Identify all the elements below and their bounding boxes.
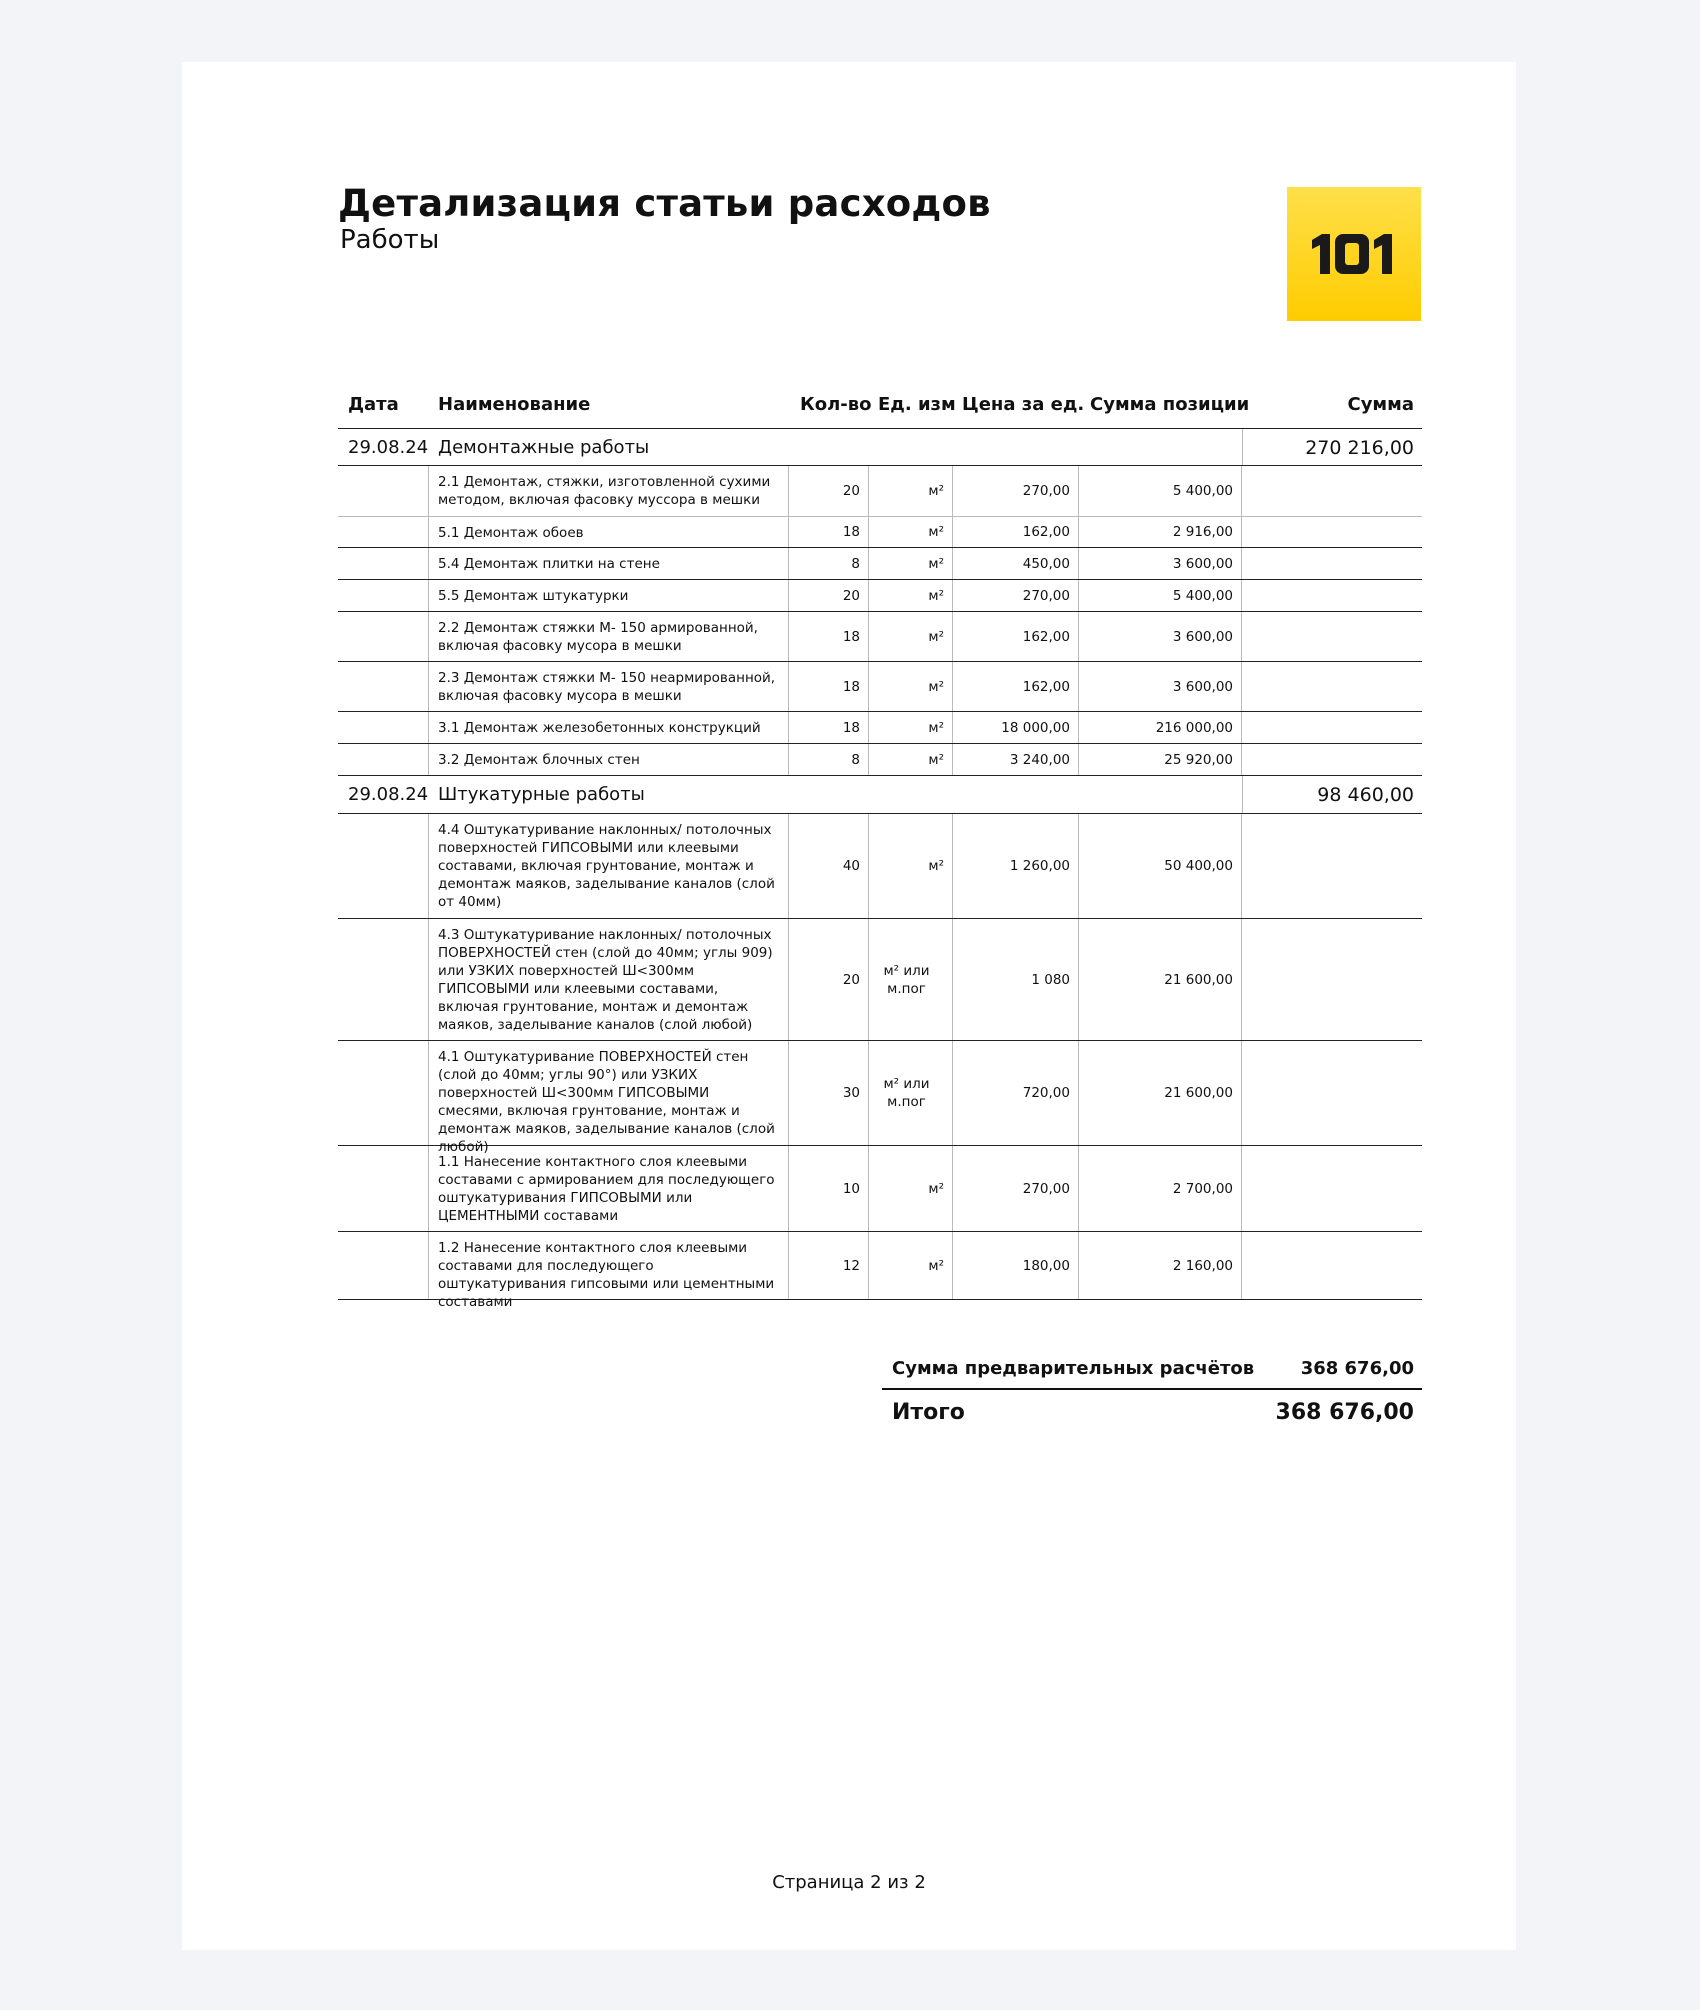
- item-unit: м²: [869, 712, 953, 743]
- item-name: 2.1 Демонтаж, стяжки, изготовленной сухими методом, включая фасовку муссора в мешки: [428, 466, 789, 516]
- item-unit: м²: [869, 517, 953, 547]
- item-unit: м²: [869, 744, 953, 775]
- item-qty: 18: [789, 517, 869, 547]
- item-position-sum: 2 160,00: [1079, 1232, 1242, 1299]
- item-name: 5.1 Демонтаж обоев: [428, 517, 789, 547]
- expense-table: [338, 384, 1422, 1310]
- item-price: 450,00: [953, 548, 1079, 579]
- table-row: [338, 662, 1422, 712]
- col-unit: Ед. изм: [878, 394, 956, 415]
- table-header: [338, 384, 1422, 429]
- grand-total-value: 368 676,00: [1275, 1400, 1414, 1425]
- item-position-sum: 5 400,00: [1079, 466, 1242, 516]
- item-name: 5.5 Демонтаж штукатурки: [428, 580, 789, 611]
- item-unit: м²: [869, 612, 953, 661]
- grand-total-label: Итого: [892, 1400, 965, 1425]
- logo-101-icon: [1308, 230, 1400, 278]
- item-name: 3.1 Демонтаж железобетонных конструкций: [428, 712, 789, 743]
- company-logo: [1287, 187, 1421, 321]
- item-price: 270,00: [953, 580, 1079, 611]
- item-name: 1.1 Нанесение контактного слоя клеевыми составами с армированием для последующего оштукатуривания ГИПСОВЫМИ или ЦЕМЕНТНЫМИ составами: [428, 1146, 789, 1231]
- item-unit: м²: [869, 548, 953, 579]
- table-row: [338, 580, 1422, 612]
- item-price: 162,00: [953, 612, 1079, 661]
- item-price: 720,00: [953, 1041, 1079, 1145]
- item-price: 3 240,00: [953, 744, 1079, 775]
- item-position-sum: 5 400,00: [1079, 580, 1242, 611]
- item-position-sum: 216 000,00: [1079, 712, 1242, 743]
- col-sum: Сумма: [1347, 394, 1414, 415]
- item-price: 162,00: [953, 517, 1079, 547]
- item-unit: м² или м.пог: [869, 1041, 953, 1145]
- table-row: [338, 814, 1422, 919]
- item-qty: 12: [789, 1232, 869, 1299]
- item-qty: 40: [789, 814, 869, 918]
- item-qty: 8: [789, 548, 869, 579]
- item-position-sum: 3 600,00: [1079, 662, 1242, 711]
- col-qty: Кол-во: [800, 394, 872, 415]
- group-name: Штукатурные работы: [438, 784, 645, 805]
- item-qty: 8: [789, 744, 869, 775]
- item-unit: м²: [869, 580, 953, 611]
- item-unit: м²: [869, 814, 953, 918]
- table-row: [338, 744, 1422, 776]
- item-name: 4.4 Оштукатуривание наклонных/ потолочных поверхностей ГИПСОВЫМИ или клеевыми составами, включая грунтование, монтаж и демонтаж маяков, заделывание каналов (слой от 40мм): [428, 814, 789, 918]
- preliminary-total-value: 368 676,00: [1300, 1358, 1414, 1379]
- item-name: 2.2 Демонтаж стяжки М- 150 армированной, включая фасовку мусора в мешки: [428, 612, 789, 661]
- item-name: 4.3 Оштукатуривание наклонных/ потолочных ПОВЕРХНОСТЕЙ стен (слой до 40мм; углы 909) или УЗКИХ поверхностей Ш<300мм ГИПСОВЫМИ или клеевыми составами, включая грунтование, монтаж и демонтаж маяков, заделывание каналов (слой любой): [428, 919, 789, 1040]
- item-qty: 20: [789, 919, 869, 1040]
- col-name: Наименование: [438, 394, 591, 415]
- preliminary-total-label: Сумма предварительных расчётов: [892, 1358, 1255, 1379]
- item-qty: 18: [789, 712, 869, 743]
- group-row: [338, 429, 1422, 466]
- group-sum: 98 460,00: [1317, 784, 1414, 806]
- table-row: [338, 1041, 1422, 1155]
- item-unit: м²: [869, 662, 953, 711]
- item-name: 3.2 Демонтаж блочных стен: [428, 744, 789, 775]
- table-row: [338, 466, 1422, 517]
- item-qty: 30: [789, 1041, 869, 1145]
- item-position-sum: 21 600,00: [1079, 919, 1242, 1040]
- col-date: Дата: [348, 394, 399, 415]
- item-position-sum: 3 600,00: [1079, 548, 1242, 579]
- item-name: 4.1 Оштукатуривание ПОВЕРХНОСТЕЙ стен (слой до 40мм; углы 90°) или УЗКИХ поверхностей Ш<300мм ГИПСОВЫМИ смесями, включая грунтование, монтаж и демонтаж маяков, заделывание каналов (слой любой): [428, 1041, 789, 1145]
- table-row: [338, 612, 1422, 662]
- item-position-sum: 50 400,00: [1079, 814, 1242, 918]
- item-unit: м²: [869, 466, 953, 516]
- table-row: [338, 1146, 1422, 1232]
- group-date: 29.08.24: [348, 784, 429, 805]
- table-row: [338, 712, 1422, 744]
- group-name: Демонтажные работы: [438, 437, 650, 458]
- item-unit: м² или м.пог: [869, 919, 953, 1040]
- item-name: 1.2 Нанесение контактного слоя клеевыми составами для последующего оштукатуривания гипсовыми или цементными составами: [428, 1232, 789, 1299]
- table-row: [338, 517, 1422, 548]
- table-row: [338, 548, 1422, 580]
- group-sum: 270 216,00: [1305, 437, 1414, 459]
- item-position-sum: 3 600,00: [1079, 612, 1242, 661]
- item-price: 180,00: [953, 1232, 1079, 1299]
- item-qty: 20: [789, 580, 869, 611]
- item-position-sum: 2 700,00: [1079, 1146, 1242, 1231]
- item-price: 162,00: [953, 662, 1079, 711]
- document-title: Детализация статьи расходов: [338, 182, 991, 225]
- item-qty: 20: [789, 466, 869, 516]
- group-date: 29.08.24: [348, 437, 429, 458]
- item-qty: 10: [789, 1146, 869, 1231]
- item-position-sum: 2 916,00: [1079, 517, 1242, 547]
- item-unit: м²: [869, 1232, 953, 1299]
- page-number: Страница 2 из 2: [772, 1872, 926, 1893]
- document-page: [182, 62, 1516, 1950]
- item-unit: м²: [869, 1146, 953, 1231]
- item-price: 1 080: [953, 919, 1079, 1040]
- grand-total-row: [882, 1390, 1422, 1434]
- item-price: 1 260,00: [953, 814, 1079, 918]
- item-position-sum: 21 600,00: [1079, 1041, 1242, 1145]
- item-position-sum: 25 920,00: [1079, 744, 1242, 775]
- preliminary-total-row: [882, 1350, 1422, 1390]
- item-price: 270,00: [953, 1146, 1079, 1231]
- table-row: [338, 919, 1422, 1041]
- table-row: [338, 1232, 1422, 1310]
- col-position-sum: Сумма позиции: [1090, 394, 1250, 415]
- item-price: 18 000,00: [953, 712, 1079, 743]
- group-row: [338, 776, 1422, 814]
- item-price: 270,00: [953, 466, 1079, 516]
- item-name: 5.4 Демонтаж плитки на стене: [428, 548, 789, 579]
- item-name: 2.3 Демонтаж стяжки М- 150 неармированной, включая фасовку мусора в мешки: [428, 662, 789, 711]
- item-qty: 18: [789, 662, 869, 711]
- col-price: Цена за ед.: [962, 394, 1085, 415]
- document-subtitle: Работы: [340, 225, 440, 255]
- item-qty: 18: [789, 612, 869, 661]
